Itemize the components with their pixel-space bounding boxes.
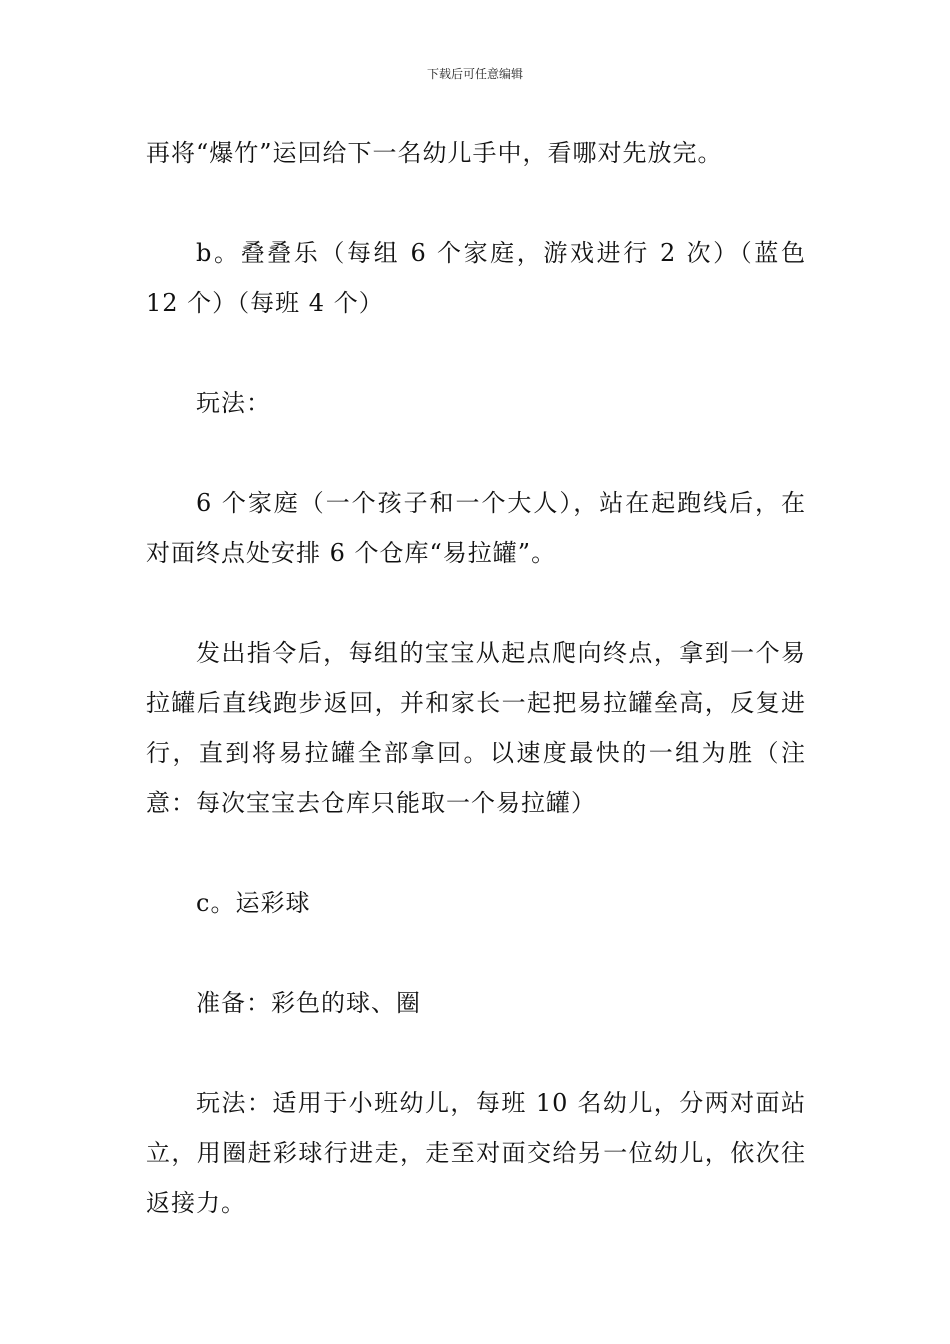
paragraph-spacer xyxy=(146,178,806,228)
paragraph-setup: 6 个家庭（一个孩子和一个大人），站在起跑线后，在对面终点处安排 6 个仓库“易拉罐”。 xyxy=(146,489,806,567)
paragraph-spacer xyxy=(146,928,806,978)
paragraph-spacer xyxy=(146,1028,806,1078)
paragraph-game-b-title: b。叠叠乐（每组 6 个家庭，游戏进行 2 次）（蓝色 12 个）（每班 4 个） xyxy=(146,239,806,317)
paragraph-instructions: 发出指令后，每组的宝宝从起点爬向终点，拿到一个易拉罐后直线跑步返回，并和家长一起把易拉罐垒高，反复进行，直到将易拉罐全部拿回。以速度最快的一组为胜（注意：每次宝宝去仓库只能取一个易拉罐） xyxy=(146,639,806,817)
paragraph-game-c-title: c。运彩球 xyxy=(196,889,311,917)
paragraph-continuation: 再将“爆竹”运回给下一名幼儿手中，看哪对先放完。 xyxy=(146,139,723,167)
paragraph-spacer xyxy=(146,328,806,378)
paragraph-spacer xyxy=(146,428,806,478)
paragraph-rules-label: 玩法： xyxy=(196,389,271,417)
page-header: 下载后可任意编辑 xyxy=(426,67,523,81)
paragraph-spacer xyxy=(146,578,806,628)
paragraph-game-c-rules: 玩法：适用于小班幼儿，每班 10 名幼儿，分两对面站立，用圈赶彩球行进走，走至对面交给另一位幼儿，依次往返接力。 xyxy=(146,1089,806,1217)
paragraph-preparation: 准备：彩色的球、圈 xyxy=(196,989,421,1017)
paragraph-spacer xyxy=(146,828,806,878)
document-body xyxy=(146,128,806,1228)
